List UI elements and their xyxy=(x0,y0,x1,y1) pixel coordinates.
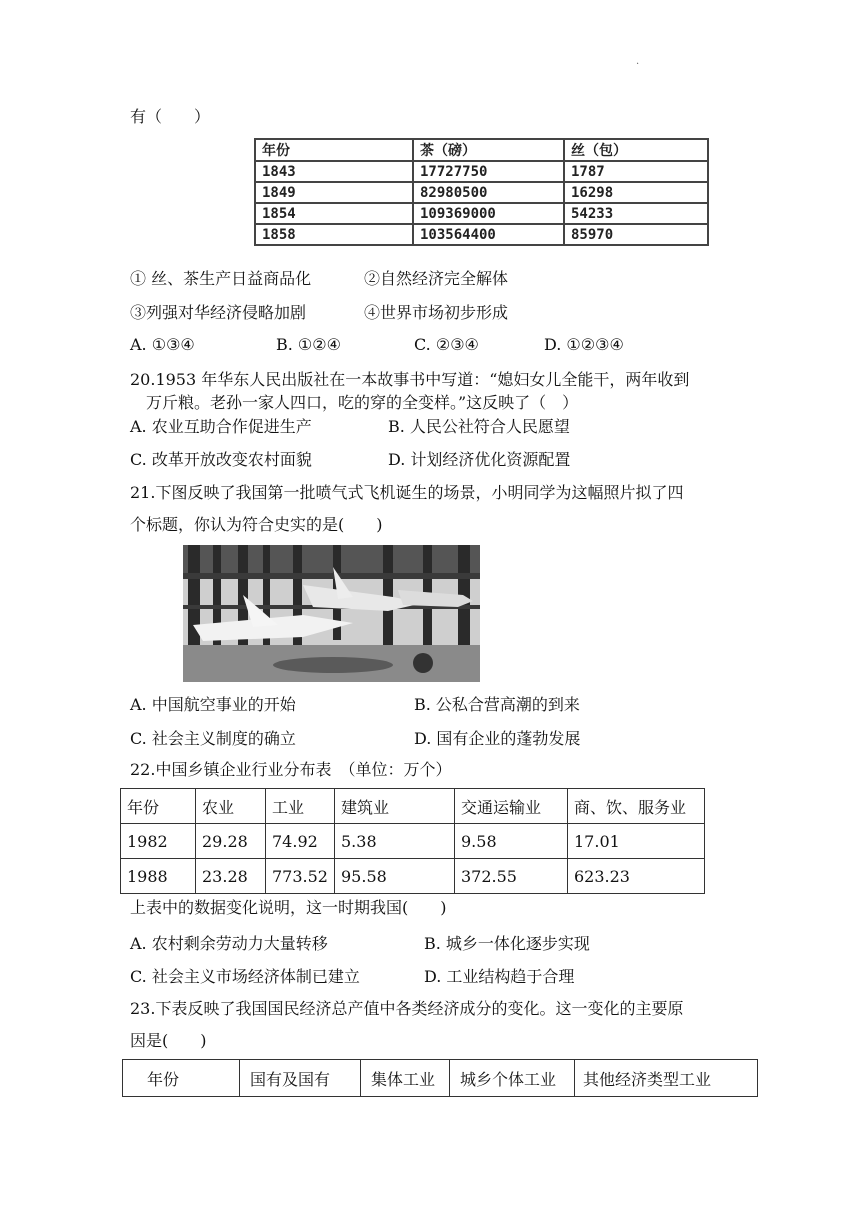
q19-statement-1: ① 丝、茶生产日益商品化 xyxy=(130,269,312,288)
table-header-cell: 集体工业 xyxy=(361,1060,450,1097)
q21-stem-line2: 个标题，你认为符合史实的是( ) xyxy=(130,515,383,534)
table-header-row xyxy=(121,789,705,824)
table-cell: 1858 xyxy=(255,224,413,245)
corner-mark: . xyxy=(636,56,640,67)
table-header-cell: 商、饮、服务业 xyxy=(568,789,705,824)
table-header-cell: 建筑业 xyxy=(335,789,455,824)
q23-economy-table xyxy=(122,1059,758,1097)
table-cell: 1982 xyxy=(121,824,196,859)
table-cell: 23.28 xyxy=(196,859,266,894)
table-cell: 74.92 xyxy=(266,824,335,859)
table-header-row xyxy=(123,1060,758,1097)
table-cell: 16298 xyxy=(564,182,708,203)
q22-option-d: D. 工业结构趋于合理 xyxy=(424,967,575,986)
q20-option-a: A. 农业互助合作促进生产 xyxy=(130,417,312,436)
table-header-cell: 国有及国有 xyxy=(240,1060,361,1097)
table-row xyxy=(255,203,708,224)
table-row xyxy=(255,224,708,245)
q19-option-a: A. ①③④ xyxy=(130,335,195,354)
table-header-cell: 交通运输业 xyxy=(455,789,568,824)
q21-option-c: C. 社会主义制度的确立 xyxy=(130,729,296,748)
table-cell: 1849 xyxy=(255,182,413,203)
table-header-cell: 年份 xyxy=(121,789,196,824)
table-cell: 9.58 xyxy=(455,824,568,859)
q22-option-c: C. 社会主义市场经济体制已建立 xyxy=(130,967,360,986)
table-cell: 29.28 xyxy=(196,824,266,859)
q20-option-d: D. 计划经济优化资源配置 xyxy=(388,450,571,469)
q21-option-d: D. 国有企业的蓬勃发展 xyxy=(414,729,581,748)
table-cell: 17727750 xyxy=(413,161,564,182)
table-header-cell: 农业 xyxy=(196,789,266,824)
q22-stem: 22.中国乡镇企业行业分布表 （单位：万个） xyxy=(130,760,452,779)
q20-stem-line2: 万斤粮。老孙一家人四口，吃的穿的全变样。”这反映了（ ） xyxy=(146,393,579,412)
q21-stem-line1: 21.下图反映了我国第一批喷气式飞机诞生的场景，小明同学为这幅照片拟了四 xyxy=(130,483,684,502)
table-header-cell: 年份 xyxy=(255,139,413,161)
table-header-cell: 茶（磅） xyxy=(413,139,564,161)
jet-aircraft-photo xyxy=(183,545,480,682)
q19-trade-table xyxy=(254,138,709,246)
table-row xyxy=(255,161,708,182)
table-row xyxy=(121,824,705,859)
jet-aircraft-photo-image xyxy=(183,545,480,682)
q22-option-b: B. 城乡一体化逐步实现 xyxy=(424,934,590,953)
q21-option-a: A. 中国航空事业的开始 xyxy=(130,695,296,714)
table-cell: 17.01 xyxy=(568,824,705,859)
table-header-row xyxy=(255,139,708,161)
q19-option-d: D. ①②③④ xyxy=(544,335,624,354)
q22-after-text: 上表中的数据变化说明，这一时期我国( ) xyxy=(130,898,447,917)
q20-option-b: B. 人民公社符合人民愿望 xyxy=(388,417,570,436)
table-cell: 1787 xyxy=(564,161,708,182)
table-header-cell: 丝（包） xyxy=(564,139,708,161)
q19-statement-2: ②自然经济完全解体 xyxy=(364,269,509,288)
table-cell: 623.23 xyxy=(568,859,705,894)
q22-township-enterprise-table xyxy=(120,788,705,894)
q23-stem-line2: 因是( ) xyxy=(130,1031,207,1050)
table-cell: 5.38 xyxy=(335,824,455,859)
q19-statement-3: ③列强对华经济侵略加剧 xyxy=(130,303,307,322)
q19-option-c: C. ②③④ xyxy=(414,335,479,354)
q19-option-b: B. ①②④ xyxy=(276,335,341,354)
q20-option-c: C. 改革开放改变农村面貌 xyxy=(130,450,312,469)
table-cell: 82980500 xyxy=(413,182,564,203)
table-header-cell: 年份 xyxy=(123,1060,240,1097)
table-cell: 103564400 xyxy=(413,224,564,245)
table-header-cell: 城乡个体工业 xyxy=(450,1060,575,1097)
table-header-cell: 其他经济类型工业 xyxy=(575,1060,758,1097)
table-cell: 54233 xyxy=(564,203,708,224)
q19-stem-tail: 有（ ） xyxy=(130,107,211,126)
table-header-cell: 工业 xyxy=(266,789,335,824)
table-cell: 1854 xyxy=(255,203,413,224)
table-cell: 85970 xyxy=(564,224,708,245)
table-cell: 773.52 xyxy=(266,859,335,894)
q20-stem-line1: 20.1953 年华东人民出版社在一本故事书中写道：“媳妇女儿全能干，两年收到 xyxy=(130,370,690,389)
table-cell: 1988 xyxy=(121,859,196,894)
table-cell: 372.55 xyxy=(455,859,568,894)
q19-statement-4: ④世界市场初步形成 xyxy=(364,303,509,322)
q21-option-b: B. 公私合营高潮的到来 xyxy=(414,695,580,714)
q22-option-a: A. 农村剩余劳动力大量转移 xyxy=(130,934,328,953)
table-cell: 1843 xyxy=(255,161,413,182)
table-cell: 95.58 xyxy=(335,859,455,894)
table-cell: 109369000 xyxy=(413,203,564,224)
table-row xyxy=(255,182,708,203)
table-row xyxy=(121,859,705,894)
q23-stem-line1: 23.下表反映了我国国民经济总产值中各类经济成分的变化。这一变化的主要原 xyxy=(130,999,684,1018)
